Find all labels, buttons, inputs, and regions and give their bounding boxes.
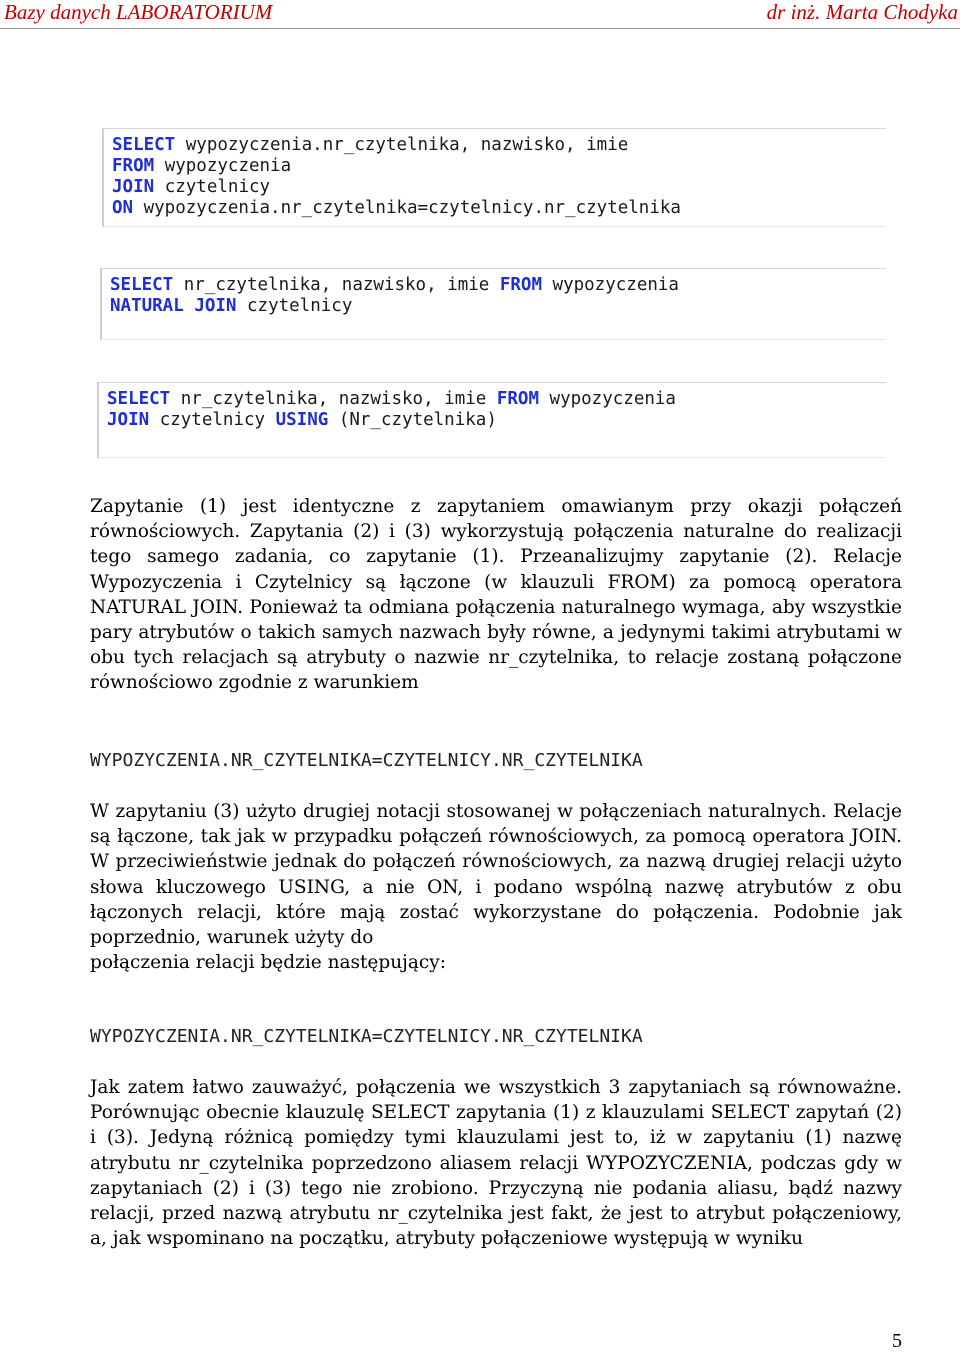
code-line	[112, 177, 878, 198]
sql-keyword: JOIN	[194, 296, 237, 316]
code-line	[107, 389, 878, 410]
page-number: 5	[892, 1330, 902, 1352]
paragraph-using-notation	[90, 799, 902, 975]
page-header	[0, 0, 960, 28]
sql-text: czytelnicy	[154, 177, 271, 197]
code-line	[110, 275, 878, 296]
sql-keyword: SELECT	[107, 389, 171, 409]
sql-text: czytelnicy	[236, 296, 353, 316]
code-line	[112, 198, 878, 219]
paragraph-using-notation-tail: połączenia relacji będzie następujący:	[90, 952, 446, 974]
sql-text: wypozyczenia	[539, 389, 676, 409]
sql-text: nr_czytelnika, nazwisko, imie	[170, 389, 497, 409]
sql-text	[184, 296, 195, 316]
sql-keyword: FROM	[112, 156, 155, 176]
sql-query-2-screenshot	[100, 268, 886, 340]
sql-query-3-screenshot	[97, 382, 886, 458]
sql-text: wypozyczenia.nr_czytelnika, nazwisko, imie	[175, 135, 629, 155]
join-condition-formula-1: WYPOZYCZENIA.NR_CZYTELNIKA=CZYTELNICY.NR_CZYTELNIKA	[90, 750, 643, 771]
code-line	[112, 156, 878, 177]
paragraph-equivalence-conclusion: Jak zatem łatwo zauważyć, połączenia we wszystkich 3 zapytaniach są równoważne. Porównując obecnie klauzulę SELECT zapytania (1) z klauzulami SELECT zapytań (2) i (3). Jedyną różnicą pomiędzy tymi klauzulami jest to, iż w zapytaniu (1) nazwę atrybutu nr_czytelnika poprzedzono aliasem relacji WYPOZYCZENIA, podczas gdy w zapytaniach (2) i (3) tego nie zrobiono. Przyczyną nie podania aliasu, bądź nazwy relacji, przed nazwą atrybutu nr_czytelnika jest fakt, że jest to atrybut połączeniowy, a, jak wspominano na początku, atrybuty połączeniowe występują w wyniku	[90, 1077, 902, 1250]
sql-text: czytelnicy	[149, 410, 276, 430]
code-line	[107, 410, 878, 431]
sql-keyword: JOIN	[112, 177, 155, 197]
sql-text: wypozyczenia.nr_czytelnika=czytelnicy.nr_czytelnika	[133, 198, 681, 218]
sql-keyword: JOIN	[107, 410, 150, 430]
sql-text: wypozyczenia	[542, 275, 679, 295]
join-condition-formula-2: WYPOZYCZENIA.NR_CZYTELNIKA=CZYTELNICY.NR_CZYTELNIKA	[90, 1026, 643, 1047]
sql-keyword: NATURAL	[110, 296, 184, 316]
header-author: dr inż. Marta Chodyka	[766, 0, 958, 24]
sql-keyword: FROM	[496, 389, 539, 409]
sql-text: wypozyczenia	[154, 156, 292, 176]
code-line	[110, 296, 878, 317]
header-course-title: Bazy danych LABORATORIUM	[4, 0, 273, 24]
paragraph-natural-join-explanation: Zapytanie (1) jest identyczne z zapytaniem omawianym przy okazji połączeń równościowych. Zapytania (2) i (3) wykorzystują połączenia naturalne do realizacji tego samego zadania, co zapytanie (1). Przeanalizujmy zapytanie (2). Relacje Wypozyczenia i Czytelnicy są łączone (w klauzuli FROM) za pomocą operatora NATURAL JOIN. Ponieważ ta odmiana połączenia naturalnego wymaga, aby wszystkie pary atrybutów o takich samych nazwach były równe, a jedynymi takimi atrybutami w obu tych relacjach są atrybuty o nazwie nr_czytelnika, to relacje zostaną połączone równościowo zgodnie z warunkiem	[90, 496, 902, 694]
sql-text: (Nr_czytelnika)	[328, 410, 497, 430]
sql-query-1-screenshot	[102, 128, 886, 227]
code-line	[112, 135, 878, 156]
header-divider	[0, 28, 960, 29]
sql-keyword: USING	[275, 410, 329, 430]
paragraph-using-notation-text: W zapytaniu (3) użyto drugiej notacji stosowanej w połączeniach naturalnych. Relacje są łączone, tak jak w przypadku połączeń równościowych, za pomocą operatora JOIN. W przeciwieństwie jednak do połączeń równościowych, za nazwą drugiej relacji użyto słowa kluczowego USING, a nie ON, i podano wspólną nazwę atrybutów z obu łączonych relacji, które mają zostać wykorzystane do połączenia. Podobnie jak poprzednio, warunek użyty do	[90, 801, 902, 949]
sql-keyword: ON	[112, 198, 134, 218]
sql-keyword: SELECT	[112, 135, 176, 155]
sql-text: nr_czytelnika, nazwisko, imie	[173, 275, 500, 295]
sql-keyword: SELECT	[110, 275, 174, 295]
sql-keyword: FROM	[499, 275, 542, 295]
